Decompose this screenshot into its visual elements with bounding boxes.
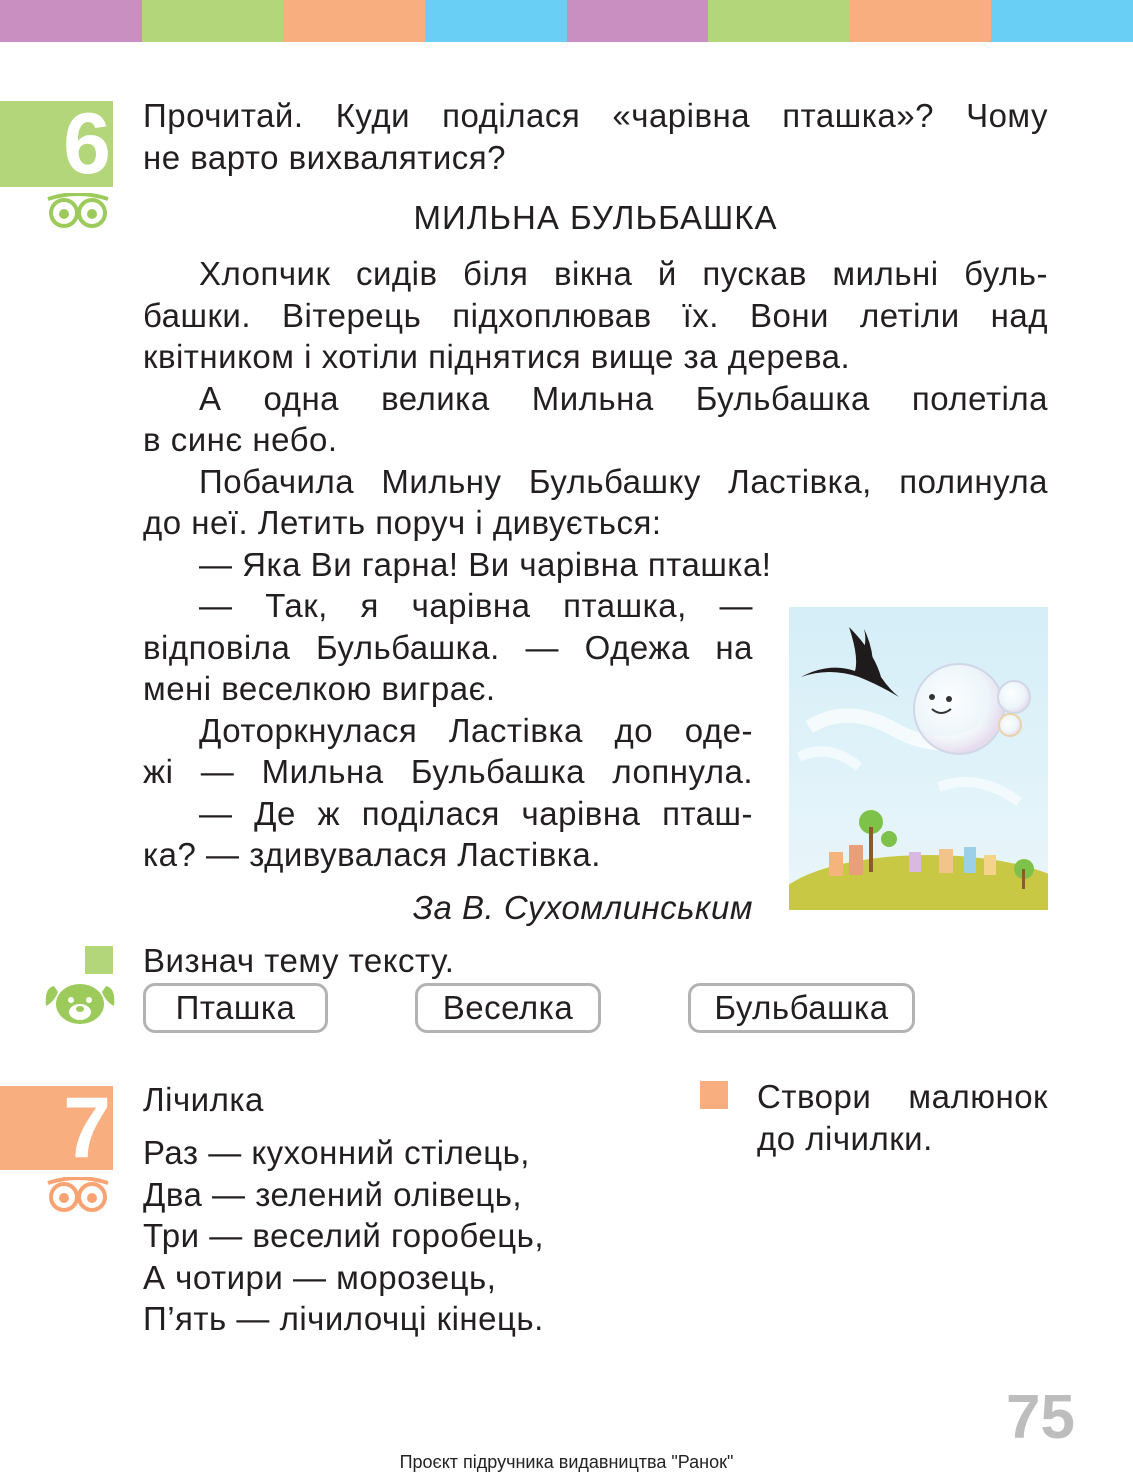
instruction-line: не варто вихвалятися? xyxy=(143,138,507,176)
story-line: — Де ж поділася чарівна пташ- xyxy=(199,794,753,832)
stripe-segment xyxy=(142,0,284,42)
poem-line: Три — веселий горобець, xyxy=(143,1217,545,1254)
story-line: — Так, я чарівна пташка, — xyxy=(199,587,753,624)
stripe-segment xyxy=(567,0,709,42)
stripe-segment xyxy=(708,0,850,42)
story-line: Доторкнулася Ластівка до оде- xyxy=(199,711,753,749)
option-ptashka[interactable]: Пташка xyxy=(143,983,328,1033)
task-6-number: 6 xyxy=(0,101,113,187)
story-line: відповіла Бульбашка. — Одежа на xyxy=(143,628,753,666)
stripe-segment xyxy=(850,0,992,42)
story-line: А одна велика Мильна Бульбашка полетіла xyxy=(199,379,1048,417)
top-color-stripe xyxy=(0,0,1133,42)
owl-eyes-icon xyxy=(44,193,112,229)
drawing-task-line: до лічилки. xyxy=(757,1119,933,1157)
poem-title: Лічилка xyxy=(143,1081,264,1118)
subtask-marker-square xyxy=(85,946,113,974)
stripe-segment xyxy=(991,0,1133,42)
page-number: 75 xyxy=(1006,1383,1075,1452)
poem xyxy=(143,1132,544,1340)
poem-line: Раз — кухонний стілець, xyxy=(143,1134,530,1171)
story-line: мені веселкою виграє. xyxy=(143,670,496,707)
poem-line: П’ять — лічилочці кінець. xyxy=(143,1300,544,1337)
owl-eyes-icon xyxy=(44,1177,112,1213)
story-line: Побачила Мильну Бульбашку Ластівка, полинула xyxy=(199,462,1048,500)
story-line: Хлопчик сидів біля вікна й пускав мильні буль- xyxy=(199,255,1048,292)
instruction-line: Прочитай. Куди поділася «чарівна пташка»? Чому xyxy=(143,97,1048,134)
dog-face-icon xyxy=(44,978,116,1026)
task-7-number: 7 xyxy=(0,1086,113,1170)
subtask-marker-square xyxy=(700,1081,728,1109)
footer-note: Проєкт підручника видавництва "Ранок" xyxy=(399,1452,734,1472)
story-title: МИЛЬНА БУЛЬБАШКА xyxy=(413,199,778,236)
drawing-task xyxy=(757,1076,1048,1159)
stripe-segment xyxy=(425,0,567,42)
story-line: — Яка Ви гарна! Ви чарівна пташка! xyxy=(199,545,772,583)
stripe-segment xyxy=(0,0,142,42)
story-line: квітником і хотіли піднятися вище за дерева. xyxy=(143,338,851,375)
story-line: до неї. Летить поруч і дивується: xyxy=(143,504,662,541)
story-author: За В. Сухомлинським xyxy=(412,889,753,926)
poem-line: Два — зелений олівець, xyxy=(143,1175,523,1213)
story-line: в синє небо. xyxy=(143,421,338,458)
stripe-segment xyxy=(283,0,425,42)
option-veselka[interactable]: Веселка xyxy=(415,983,601,1033)
drawing-task-line: Створи малюнок xyxy=(757,1078,1048,1115)
swallow-bubble-illustration xyxy=(789,607,1048,910)
story-line: башки. Вітерець підхоплював їх. Вони летіли над xyxy=(143,296,1048,334)
option-bulbashka[interactable]: Бульбашка xyxy=(688,983,915,1033)
subtask-instruction: Визнач тему тексту. xyxy=(143,942,455,979)
story-text-wide xyxy=(143,253,1048,585)
story-text-narrow xyxy=(143,585,753,876)
task-6-instruction xyxy=(143,95,1048,178)
poem-line: А чотири — морозець, xyxy=(143,1258,497,1296)
story-line: жі — Мильна Бульбашка лопнула. xyxy=(143,753,753,790)
story-line: ка? — здивувалася Ластівка. xyxy=(143,836,601,873)
